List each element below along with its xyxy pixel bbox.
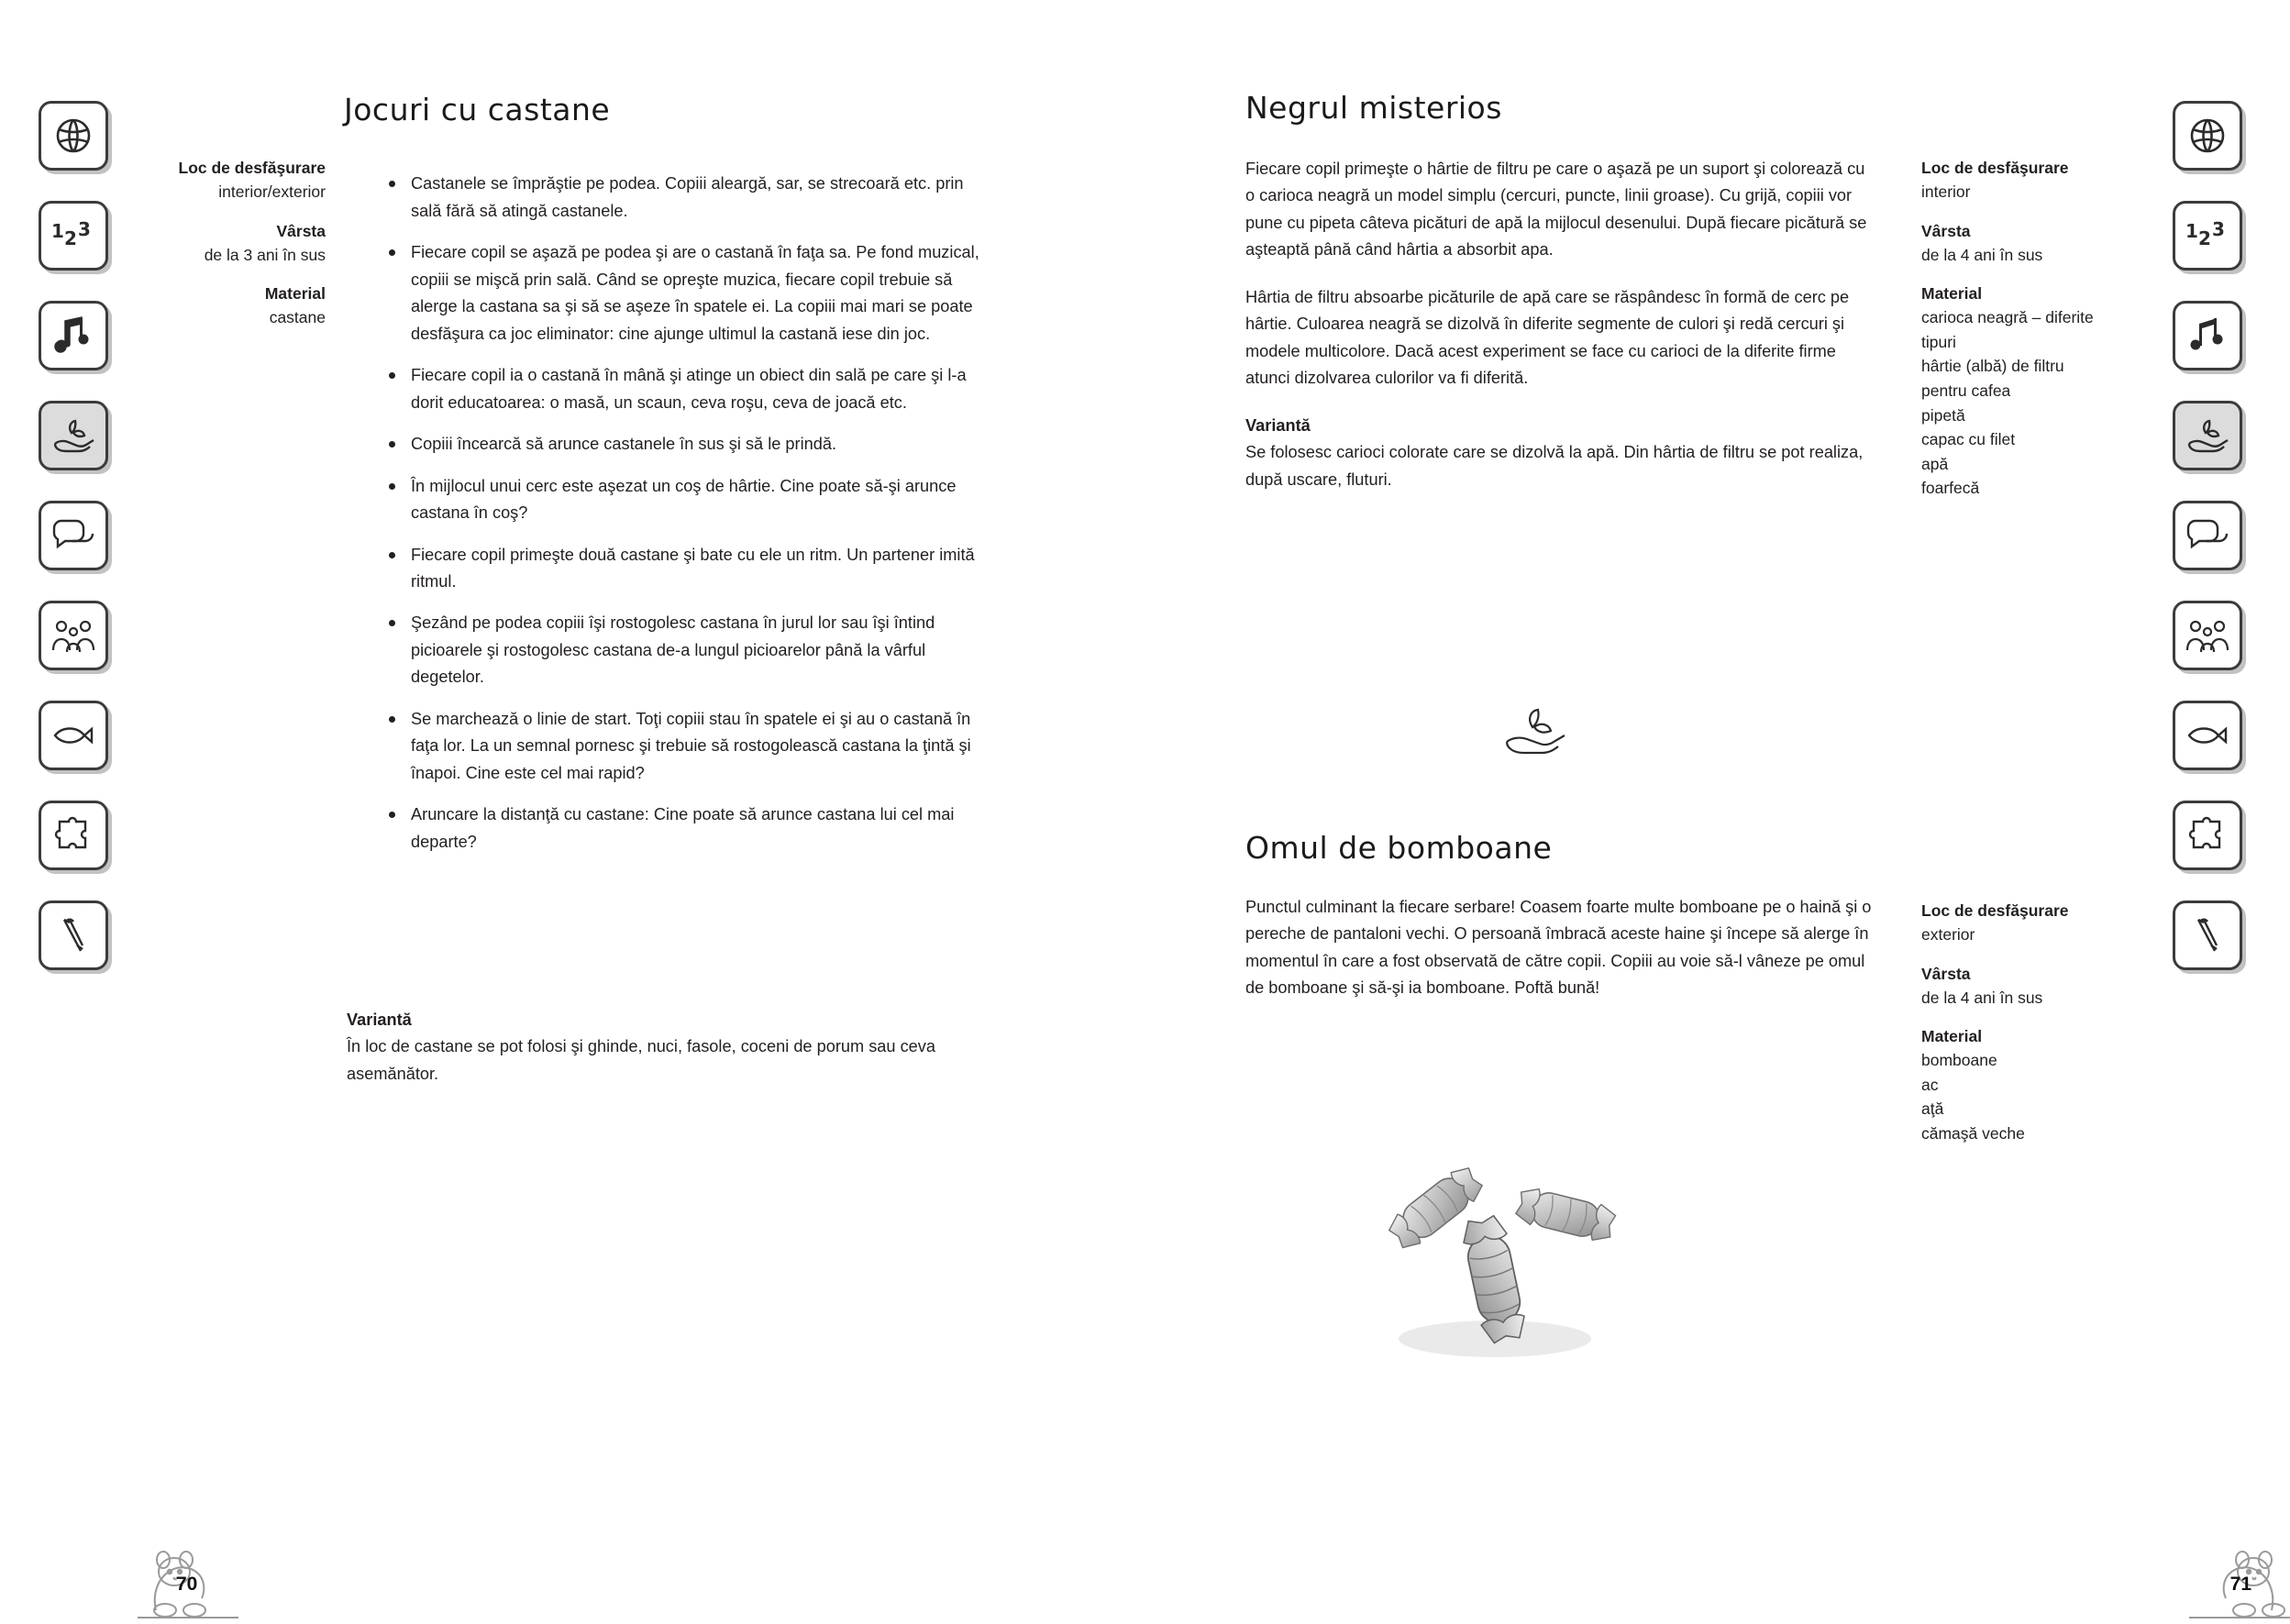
meta-place-value: interior/exterior bbox=[218, 182, 326, 202]
svg-text:3: 3 bbox=[78, 218, 91, 240]
page-number-left: 70 bbox=[176, 1574, 198, 1595]
body-candy-man bbox=[1245, 894, 1878, 1022]
meta-material-label: Material bbox=[264, 284, 326, 303]
ball-icon[interactable] bbox=[39, 101, 108, 171]
list-item: Fiecare copil se aşază pe podea şi are o castană în faţa sa. Pe fond muzical, copiii se mişcă prin sală. Când se opreşte muzica, fiecare copil trebuie să alerge la castana sa şi să se aşeze în spatele ei. La copiii mai mari se poate desfăşura ca joc eliminator: cine ajunge ultimul la castană iese din joc. bbox=[383, 239, 989, 348]
svg-text:1: 1 bbox=[2185, 220, 2198, 242]
paragraph: Fiecare copil primeşte o hârtie de filtru pe care o aşază pe un suport şi colorează cu o carioca neagră un model simplu (cercuri, puncte, linii groase). Cu grijă, copiii vor pune cu pipeta câteva picături de apă la mijlocul desenului. După fiecare picătură se aşteaptă până când hârtia a absorbit apa. bbox=[1245, 160, 1867, 260]
svg-text:1: 1 bbox=[51, 220, 64, 242]
hand-plant-icon[interactable] bbox=[39, 401, 108, 470]
variant-label: Variantă bbox=[347, 1011, 412, 1029]
material-item: cămaşă veche bbox=[1921, 1124, 2025, 1143]
svg-text:3: 3 bbox=[2212, 218, 2225, 240]
list-item: Fiecare copil primeşte două castane şi bate cu ele un ritm. Un partener imită ritmul. bbox=[383, 542, 989, 596]
material-item: bomboane bbox=[1921, 1051, 1997, 1070]
meta-age-label: Vârsta bbox=[1921, 221, 1971, 240]
clothespin-icon[interactable] bbox=[39, 900, 108, 970]
meta-chestnut-games bbox=[138, 156, 326, 345]
meta-material-list bbox=[1921, 1048, 2178, 1145]
bullet-list-chestnut-games bbox=[347, 171, 989, 870]
hand-plant-illustration bbox=[1499, 702, 1573, 765]
fish-icon[interactable] bbox=[39, 701, 108, 770]
paragraph: Punctul culminant la fiecare serbare! Coasem foarte multe bomboane pe o haină şi o pereche de pantaloni vechi. O persoană îmbracă aceste haine şi începe să alerge în momentul în care a fost observată de către copii. Copiii au voie să-l vâneze pe omul de bomboane şi să-şi ia bomboane. Poftă bună! bbox=[1245, 898, 1872, 998]
list-item: Se marchează o linie de start. Toţi copiii stau în spatele ei şi au o castană în faţa lor. La un semnal pornesc şi trebuie să rostogolească castana la ţintă şi înapoi. Cine este cel mai rapid? bbox=[383, 706, 989, 787]
meta-age-label: Vârsta bbox=[1921, 964, 1971, 983]
list-item: Aruncare la distanţă cu castane: Cine poate să arunce castana lui cel mai departe? bbox=[383, 801, 989, 856]
meta-age-value: de la 4 ani în sus bbox=[1921, 988, 2043, 1007]
list-item: Şezând pe podea copiii îşi rostogolesc castana în jurul lor sau îşi întind picioarele şi rostogolesc castana de-a lungul picioarelor până la vârful degetelor. bbox=[383, 610, 989, 690]
svg-text:2: 2 bbox=[64, 227, 77, 249]
numbers-123-icon[interactable] bbox=[39, 201, 108, 271]
speech-bubbles-icon[interactable] bbox=[39, 501, 108, 570]
material-item: hârtie (albă) de filtru bbox=[1921, 357, 2064, 376]
meta-age-value: de la 4 ani în sus bbox=[1921, 245, 2043, 264]
list-item: Copiii încearcă să arunce castanele în sus şi să le prindă. bbox=[383, 431, 989, 458]
meta-material-value: castane bbox=[269, 308, 326, 327]
meta-place-label: Loc de desfăşurare bbox=[178, 159, 326, 177]
material-item: apă bbox=[1921, 454, 1949, 473]
material-item: aţă bbox=[1921, 1099, 1944, 1119]
body-mysterious-black bbox=[1245, 156, 1878, 514]
page-title-chestnut-games: Jocuri cu castane bbox=[344, 92, 611, 127]
list-item: În mijlocul unui cerc este aşezat un coş de hârtie. Cine poate să-şi arunce castana în coş? bbox=[383, 473, 989, 527]
meta-mysterious-black bbox=[1921, 156, 2178, 501]
candy-illustration bbox=[1348, 1142, 1642, 1380]
meta-material-label: Material bbox=[1921, 1027, 1983, 1045]
family-icon[interactable] bbox=[39, 601, 108, 670]
material-item: carioca neagră – diferite bbox=[1921, 308, 2094, 327]
list-item: Fiecare copil ia o castană în mână şi atinge un obiect din sală pe care şi l-a dorit educatoarea: o masă, un scaun, ceva roşu, ceva de joacă etc. bbox=[383, 362, 989, 416]
page-number-right: 71 bbox=[2229, 1574, 2251, 1595]
puzzle-piece-icon[interactable] bbox=[39, 801, 108, 870]
material-item: capac cu filet bbox=[1921, 430, 2016, 449]
list-item: Castanele se împrăştie pe podea. Copiii aleargă, sar, se strecoară etc. prin sală fără să atingă castanele. bbox=[383, 171, 989, 225]
material-item: tipuri bbox=[1921, 332, 1956, 351]
material-item: pentru cafea bbox=[1921, 381, 2011, 401]
material-item: pipetă bbox=[1921, 405, 1965, 425]
material-item: foarfecă bbox=[1921, 479, 1980, 498]
variant-label: Variantă bbox=[1245, 415, 1311, 435]
variant-text: Se folosesc carioci colorate care se dizolvă la apă. Din hârtia de filtru se pot realiza, după uscare, fluturi. bbox=[1245, 443, 1864, 489]
mascot-illustration-right bbox=[2079, 1473, 2290, 1619]
page-title-mysterious-black: Negrul misterios bbox=[1245, 90, 1502, 126]
meta-place-value: interior bbox=[1921, 182, 1971, 202]
meta-place-label: Loc de desfăşurare bbox=[1921, 901, 2069, 920]
meta-material-list bbox=[1921, 305, 2178, 501]
svg-text:2: 2 bbox=[2198, 227, 2211, 249]
meta-age-value: de la 3 ani în sus bbox=[204, 245, 326, 264]
meta-candy-man bbox=[1921, 899, 2178, 1146]
meta-place-label: Loc de desfăşurare bbox=[1921, 159, 2069, 177]
page-title-candy-man: Omul de bomboane bbox=[1245, 830, 1553, 866]
music-note-icon[interactable] bbox=[39, 301, 108, 370]
page-right bbox=[1192, 0, 2192, 1619]
variant-chestnut-games bbox=[347, 1007, 970, 1088]
meta-material-label: Material bbox=[1921, 284, 1983, 303]
meta-age-label: Vârsta bbox=[276, 221, 326, 240]
icon-rail-left bbox=[39, 101, 117, 970]
paragraph: Hârtia de filtru absoarbe picăturile de apă care se răspândesc în formă de cerc pe hârtie. Culoarea neagră se dizolvă în diferite segmente de culori şi redă cercuri şi modele multicolore. Dacă acest experiment se face cu carioci de la diferite firme atunci dizolvarea culorilor va fi diferită. bbox=[1245, 287, 1850, 388]
page-left bbox=[138, 0, 1137, 1619]
variant-text: În loc de castane se pot folosi şi ghinde, nuci, fasole, coceni de porum sau ceva asemănător. bbox=[347, 1037, 935, 1083]
meta-place-value: exterior bbox=[1921, 925, 1975, 945]
material-item: ac bbox=[1921, 1075, 1939, 1094]
mascot-illustration-left bbox=[138, 1473, 348, 1619]
